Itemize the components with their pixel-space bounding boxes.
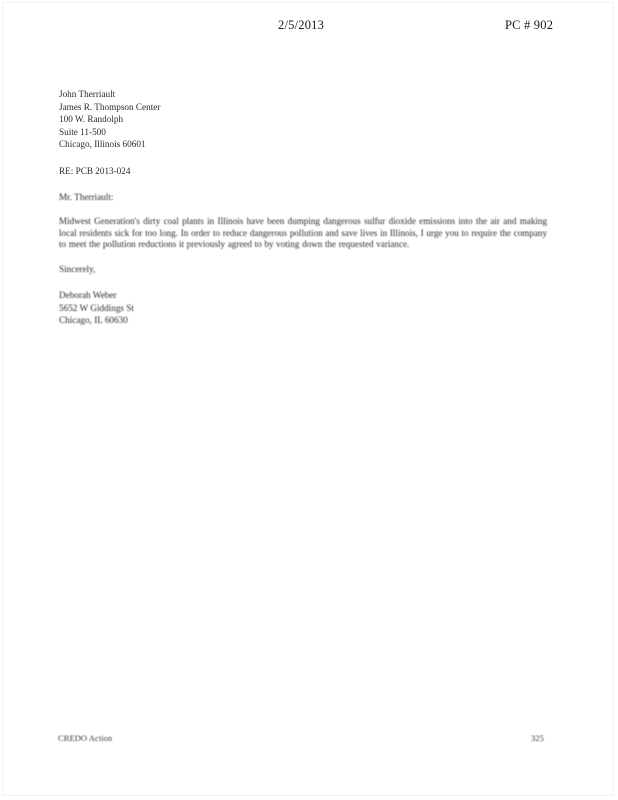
recipient-name: John Therriault xyxy=(59,89,116,99)
footer-page-number: 325 xyxy=(531,733,544,743)
recipient-suite: Suite 11-500 xyxy=(59,126,106,137)
recipient-city-state-zip: Chicago, Illinois 60601 xyxy=(59,139,146,150)
closing: Sincerely, xyxy=(59,264,96,275)
recipient-street: 100 W. Randolph xyxy=(59,114,124,125)
header-date: 2/5/2013 xyxy=(278,18,325,32)
letter-body xyxy=(59,88,551,327)
document-header xyxy=(0,18,618,34)
body-paragraph: Midwest Generation's dirty coal plants in Illinois have been dumping dangerous sulfur dioxide emissions into the air and making local residents sick for too long. In order to reduce dangerous pollution and save lives in Illinois, I urge you to require the company to meet the pollution reductions it previously agreed to by voting down the requested variance. xyxy=(59,216,547,249)
sender-city-state-zip: Chicago, IL 60630 xyxy=(59,315,128,326)
signature-block xyxy=(59,289,551,327)
recipient-organization: James R. Thompson Center xyxy=(59,101,161,112)
subject-line: RE: PCB 2013-024 xyxy=(59,165,131,176)
footer-organization: CREDO Action xyxy=(58,733,113,743)
sender-street: 5652 W Giddings St xyxy=(59,302,134,313)
salutation: Mr. Therriault: xyxy=(59,191,114,202)
sender-name: Deborah Weber xyxy=(59,289,117,300)
recipient-address-block xyxy=(59,88,551,151)
header-reference-number: PC # 902 xyxy=(505,18,554,32)
